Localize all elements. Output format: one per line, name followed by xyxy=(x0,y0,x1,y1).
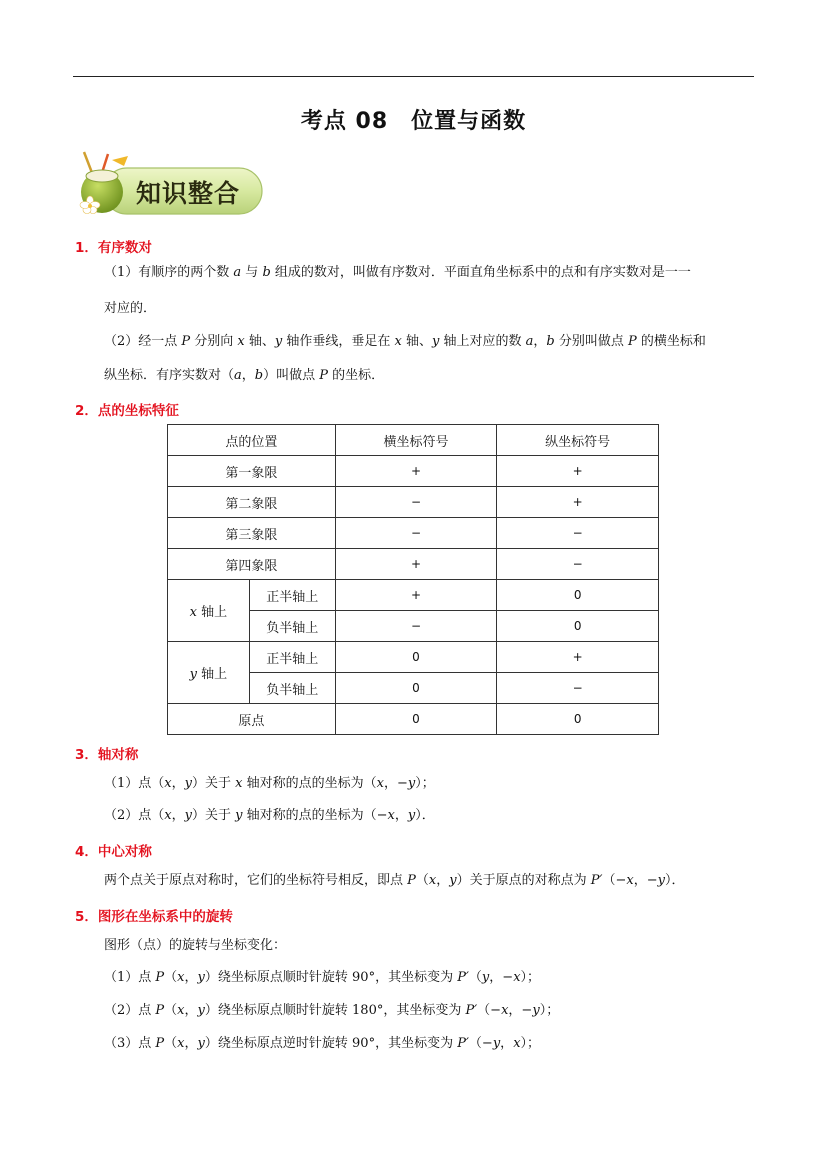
section-1-para-1-line-2: 对应的． xyxy=(104,301,157,316)
row-label: 第四象限 xyxy=(168,549,336,580)
x-sign: + xyxy=(335,456,497,487)
x-sign: 0 xyxy=(335,642,497,673)
table-row xyxy=(168,642,659,673)
table-row xyxy=(168,580,659,611)
section-5-line-1: （1）点 P（x，y）绕坐标原点顺时针旋转 90°，其坐标变为 P′（y，−x）； xyxy=(104,970,541,985)
page-title: 考点 08 位置与函数 xyxy=(300,109,527,134)
coordinate-sign-table xyxy=(167,424,659,735)
y-sign: + xyxy=(497,456,659,487)
x-sign: − xyxy=(335,487,497,518)
row-label: 正半轴上 xyxy=(249,642,335,673)
section-4-line-1: 两个点关于原点对称时，它们的坐标符号相反，即点 P（x，y）关于原点的对称点为 P′（−x，−y）． xyxy=(104,873,685,888)
x-sign: + xyxy=(335,580,497,611)
row-label: 第三象限 xyxy=(168,518,336,549)
x-sign: + xyxy=(335,549,497,580)
x-sign: 0 xyxy=(335,673,497,704)
banner-title: 知识整合 xyxy=(136,179,241,208)
row-label: 负半轴上 xyxy=(249,673,335,704)
y-sign: + xyxy=(497,642,659,673)
section-1-heading: 1．有序数对 xyxy=(75,240,152,256)
section-1-para-2-line-1: （2）经一点 P 分别向 x 轴、y 轴作垂线，垂足在 x 轴、y 轴上对应的数 a，b 分别叫做点 P 的横坐标和 xyxy=(104,334,706,349)
y-sign: − xyxy=(497,518,659,549)
section-3-heading: 3．轴对称 xyxy=(75,747,139,763)
section-4-heading: 4．中心对称 xyxy=(75,844,152,860)
table-header-row xyxy=(168,425,659,456)
y-sign: + xyxy=(497,487,659,518)
y-sign: 0 xyxy=(497,704,659,735)
header-position: 点的位置 xyxy=(168,425,336,456)
x-sign: 0 xyxy=(335,704,497,735)
y-sign: − xyxy=(497,549,659,580)
section-5-line-2: （2）点 P（x，y）绕坐标原点顺时针旋转 180°，其坐标变为 P′（−x，−y）； xyxy=(104,1003,560,1018)
header-rule xyxy=(73,76,754,77)
x-sign: − xyxy=(335,611,497,642)
table-row xyxy=(168,456,659,487)
x-axis-group-label: x 轴上 xyxy=(168,580,250,642)
row-label: 第一象限 xyxy=(168,456,336,487)
y-axis-group-label: y 轴上 xyxy=(168,642,250,704)
y-sign: − xyxy=(497,673,659,704)
section-2-heading: 2．点的坐标特征 xyxy=(75,403,179,419)
header-x-sign: 横坐标符号 xyxy=(335,425,497,456)
row-label: 第二象限 xyxy=(168,487,336,518)
table-row xyxy=(168,549,659,580)
header-y-sign: 纵坐标符号 xyxy=(497,425,659,456)
table-row xyxy=(168,487,659,518)
table-row xyxy=(168,518,659,549)
x-sign: − xyxy=(335,518,497,549)
row-label: 负半轴上 xyxy=(249,611,335,642)
section-5-intro: 图形（点）的旋转与坐标变化： xyxy=(104,938,287,953)
y-sign: 0 xyxy=(497,611,659,642)
section-5-line-3: （3）点 P（x，y）绕坐标原点逆时针旋转 90°，其坐标变为 P′（−y，x）； xyxy=(104,1036,541,1051)
row-label: 正半轴上 xyxy=(249,580,335,611)
knowledge-banner xyxy=(74,150,264,222)
section-3-line-2: （2）点（x，y）关于 y 轴对称的点的坐标为（−x，y）． xyxy=(104,808,435,823)
table-row xyxy=(168,704,659,735)
section-5-heading: 5．图形在坐标系中的旋转 xyxy=(75,909,233,925)
row-label: 原点 xyxy=(168,704,336,735)
section-1-para-1-line-1: （1）有顺序的两个数 a 与 b 组成的数对，叫做有序数对．平面直角坐标系中的点和有序实数对是一一 xyxy=(104,265,691,280)
section-1-para-2-line-2: 纵坐标．有序实数对（a，b）叫做点 P 的坐标． xyxy=(104,368,385,383)
section-3-line-1: （1）点（x，y）关于 x 轴对称的点的坐标为（x，−y）； xyxy=(104,776,435,791)
y-sign: 0 xyxy=(497,580,659,611)
